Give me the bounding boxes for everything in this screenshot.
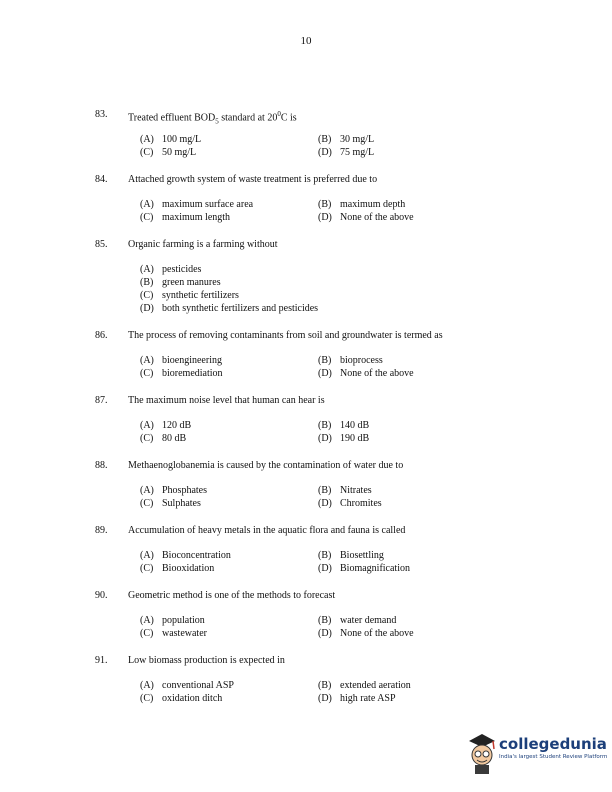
question-number: 90. xyxy=(95,590,108,601)
question-stem: Methaenoglobanemia is caused by the contamination of water due to xyxy=(128,460,404,471)
option-c: (C) wastewater xyxy=(140,628,207,639)
logo-wordmark: collegedunia xyxy=(499,735,607,753)
option-a: (A) bioengineering xyxy=(140,355,222,366)
question-stem: The process of removing contaminants from soil and groundwater is termed as xyxy=(128,330,443,341)
collegedunia-logo xyxy=(466,731,606,781)
question-number: 86. xyxy=(95,330,108,341)
option-a: (A) population xyxy=(140,615,205,626)
option-d: (D) both synthetic fertilizers and pesticides xyxy=(140,303,319,314)
question-number: 87. xyxy=(95,395,108,406)
question-number: 85. xyxy=(95,239,108,250)
student-mascot-icon xyxy=(466,731,498,775)
option-d: (D) Biomagnification xyxy=(318,563,410,574)
question-number: 83. xyxy=(95,109,108,120)
option-c: (C) bioremediation xyxy=(140,368,223,379)
page-number: 10 xyxy=(300,35,312,47)
option-b: (B) maximum depth xyxy=(318,199,406,210)
option-b: (B) 30 mg/L xyxy=(318,134,375,145)
option-a: (A) Bioconcentration xyxy=(140,550,231,561)
question-stem: The maximum noise level that human can hear is xyxy=(128,395,325,406)
option-a: (A) 100 mg/L xyxy=(140,134,202,145)
question-stem: Organic farming is a farming without xyxy=(128,239,278,250)
option-d: (D) 190 dB xyxy=(318,433,370,444)
option-d: (D) 75 mg/L xyxy=(318,147,375,158)
option-c: (C) 50 mg/L xyxy=(140,147,197,158)
option-b: (B) water demand xyxy=(318,615,397,626)
logo-tagline: India's largest Student Review Platform xyxy=(499,754,608,760)
option-c: (C) Sulphates xyxy=(140,498,201,509)
option-d: (D) None of the above xyxy=(318,212,414,223)
option-a: (A) 120 dB xyxy=(140,420,192,431)
question-stem: Geometric method is one of the methods to forecast xyxy=(128,590,336,601)
option-d: (D) Chromites xyxy=(318,498,382,509)
option-a: (A) conventional ASP xyxy=(140,680,234,691)
option-c: (C) oxidation ditch xyxy=(140,693,223,704)
option-d: (D) None of the above xyxy=(318,628,414,639)
question-stem: Attached growth system of waste treatment is preferred due to xyxy=(128,174,378,185)
option-a: (A) Phosphates xyxy=(140,485,207,496)
option-b: (B) green manures xyxy=(140,277,221,288)
option-d: (D) None of the above xyxy=(318,368,414,379)
question-number: 88. xyxy=(95,460,108,471)
question-number: 84. xyxy=(95,174,108,185)
question-number: 91. xyxy=(95,655,108,666)
question-stem: Low biomass production is expected in xyxy=(128,655,285,666)
question-stem: Accumulation of heavy metals in the aquatic flora and fauna is called xyxy=(128,525,406,536)
option-c: (C) Biooxidation xyxy=(140,563,215,574)
option-c: (C) synthetic fertilizers xyxy=(140,290,239,301)
option-b: (B) Biosettling xyxy=(318,550,384,561)
option-b: (B) bioprocess xyxy=(318,355,383,366)
option-a: (A) pesticides xyxy=(140,264,202,275)
option-b: (B) Nitrates xyxy=(318,485,372,496)
option-d: (D) high rate ASP xyxy=(318,693,396,704)
question-stem: Treated effluent $BOD_5$ standard at $20^0C$ is xyxy=(128,110,297,126)
option-a: (A) maximum surface area xyxy=(140,199,254,210)
question-number: 89. xyxy=(95,525,108,536)
option-c: (C) 80 dB xyxy=(140,433,187,444)
option-c: (C) maximum length xyxy=(140,212,231,223)
option-b: (B) 140 dB xyxy=(318,420,370,431)
option-b: (B) extended aeration xyxy=(318,680,411,691)
